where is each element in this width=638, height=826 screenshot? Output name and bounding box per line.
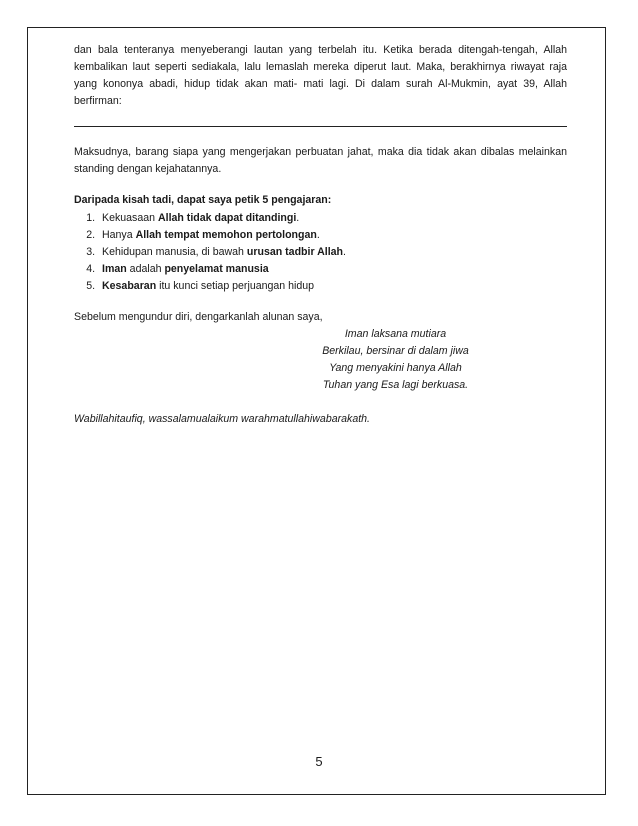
- paragraph-meaning: Maksudnya, barang siapa yang mengerjakan perbuatan jahat, maka dia tidak akan dibalas melainkan standing dengan kejahatannya.: [74, 146, 567, 175]
- lesson-item: 2. Hanya Allah tempat memohon pertolongan.: [98, 227, 567, 244]
- lesson-item: 3. Kehidupan manusia, di bawah urusan tadbir Allah.: [98, 244, 567, 261]
- lesson-item: 5. Kesabaran itu kunci setiap perjuangan hidup: [98, 278, 567, 295]
- divider-line: [74, 126, 567, 127]
- poem-line: Berkilau, bersinar di dalam jiwa: [322, 345, 469, 357]
- page-content: [74, 42, 567, 428]
- lessons-heading: Daripada kisah tadi, dapat saya petik 5 pengajaran:: [74, 194, 332, 206]
- page-number: 5: [315, 754, 323, 769]
- lesson-item: 4. Iman adalah penyelamat manusia: [98, 261, 567, 278]
- signoff: Wabillahitaufiq, wassalamualaikum warahmatullahiwabarakath.: [74, 413, 370, 425]
- poem-line: Yang menyakini hanya Allah: [329, 362, 462, 374]
- closing-intro: Sebelum mengundur diri, dengarkanlah alunan saya,: [74, 311, 323, 323]
- poem-line: Iman laksana mutiara: [344, 328, 447, 340]
- poem-stanza: [74, 326, 567, 394]
- lessons-list: [74, 210, 567, 295]
- poem-line: Tuhan yang Esa lagi berkuasa.: [322, 379, 469, 391]
- paragraph-story: dan bala tenteranya menyeberangi lautan yang terbelah itu. Ketika berada ditengah-tengah, Allah kembalikan laut seperti sediakala, lalu lemaslah mereka diperut laut. Maka, berakhirnya riwayat raja yang kononya abadi, hidup tidak akan mati- mati lagi. Di dalam surah Al-Mukmin, ayat 39, Allah berfirman:: [74, 44, 567, 107]
- lesson-item: 1. Kekuasaan Allah tidak dapat ditandingi.: [98, 210, 567, 227]
